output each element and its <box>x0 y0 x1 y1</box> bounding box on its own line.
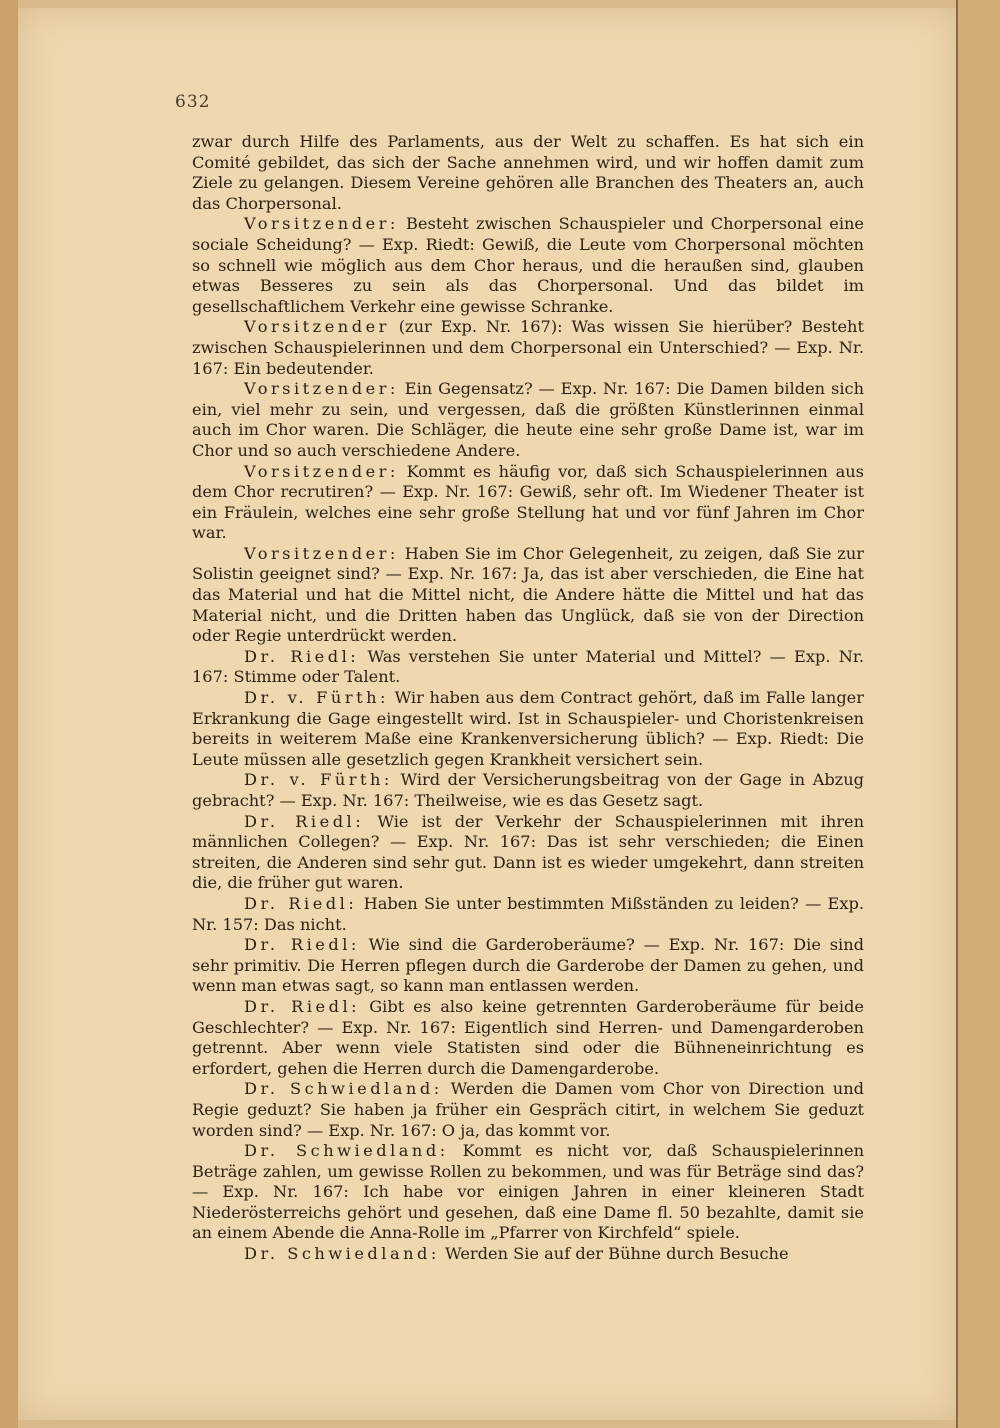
speaker-name: Dr. Schwiedland: <box>244 1141 449 1161</box>
paragraph <box>192 894 864 935</box>
paragraph <box>192 688 864 770</box>
body-text <box>192 132 864 1265</box>
paragraph-text: Besteht zwischen Schauspieler und Chorpersonal eine sociale Scheidung? — Exp. Riedt: Gewiß, die Leute vom Chorpersonal möchten so schnell wie möglich aus dem Chor heraus, und die heraußen sind, glauben etwas Besseres zu sein als das Chorpersonal. Und das bildet im gesellschaftlichem Verkehr eine gewisse Schranke. <box>192 214 864 316</box>
speaker-name: Dr. Schwiedland: <box>244 1079 443 1099</box>
paragraph-text: Wird der Versicherungsbeitrag von der Gage in Abzug gebracht? — Exp. Nr. 167: Theilweise, wie es das Gesetz sagt. <box>192 770 864 810</box>
paragraph-text: Gibt es also keine getrennten Garderoberäume für beide Geschlechter? — Exp. Nr. 167: Eigentlich sind Herren- und Damengarderoben getrennt. Aber wenn viele Statisten sind oder die Bühneneinrichtung es erfordert, gehen die Herren durch die Damengarderobe. <box>192 996 864 1078</box>
paragraph <box>192 935 864 997</box>
speaker-name: Dr. Riedl: <box>244 811 365 831</box>
paragraph-text: Kommt es nicht vor, daß Schauspielerinnen Beträge zahlen, um gewisse Rollen zu bekommen, und was für Beträge sind das? — Exp. Nr. 167: Ich habe vor einigen Jahren in einer kleineren Stadt Niederösterreichs gehört und gesehen, daß eine Dame fl. 50 bezahlte, damit sie an einem Abende die Anna-Rolle im „Pfarrer von Kirchfeld“ spiele. <box>192 1141 865 1243</box>
paragraph-text: Haben Sie unter bestimmten Mißständen zu leiden? — Exp. Nr. 157: Das nicht. <box>192 893 864 934</box>
paragraph-text: Wie sind die Garderoberäume? — Exp. Nr. 167: Die sind sehr primitiv. Die Herren pflegen durch die Garderobe der Damen zu gehen, und wenn man etwas sagt, so kann man entlassen werden. <box>192 935 864 996</box>
speaker-name: Dr. Riedl: <box>244 935 360 955</box>
speaker-name: Dr. Riedl: <box>244 996 361 1016</box>
speaker-name: Vorsitzender <box>244 317 390 337</box>
paragraph <box>192 544 864 647</box>
paragraph <box>192 770 864 811</box>
paragraph-text: zwar durch Hilfe des Parlaments, aus der Welt zu schaffen. Es hat sich ein Comité gebildet, das sich der Sache annehmen wird, und wir hoffen damit zum Ziele zu gelangen. Diesem Vereine gehören alle Branchen des Theaters an, auch das Chorpersonal. <box>192 132 864 213</box>
speaker-name: Dr. Riedl: <box>244 893 358 913</box>
page-right-edge <box>956 0 1000 1428</box>
paragraph <box>192 1244 864 1265</box>
paragraph <box>192 462 864 544</box>
paragraph <box>192 812 864 894</box>
paragraph-text: Was verstehen Sie unter Material und Mittel? — Exp. Nr. 167: Stimme oder Talent. <box>192 646 864 687</box>
page-number: 632 <box>175 92 211 112</box>
paragraph-text: Werden die Damen vom Chor von Direction und Regie geduzt? Sie haben ja früher ein Gespräch citirt, in welchem Sie geduzt worden sind? — Exp. Nr. 167: O ja, das kommt vor. <box>192 1079 864 1140</box>
paragraph-text: Werden Sie auf der Bühne durch Besuche <box>439 1244 789 1264</box>
speaker-name: Dr. v. Fürth: <box>244 688 389 708</box>
page-left-edge <box>0 0 18 1428</box>
speaker-name: Vorsitzender: <box>244 379 399 399</box>
speaker-name: Vorsitzender: <box>244 214 399 234</box>
speaker-name: Vorsitzender: <box>244 461 399 481</box>
paragraph <box>192 997 864 1079</box>
paragraph-text: Kommt es häufig vor, daß sich Schauspielerinnen aus dem Chor recrutiren? — Exp. Nr. 167: Gewiß, sehr oft. Im Wiedener Theater ist ein Fräulein, welches eine sehr große Stellung hat und vor fünf Jahren im Chor war. <box>192 461 864 543</box>
paragraph-text: Wie ist der Verkehr der Schauspielerinnen mit ihren männlichen Collegen? — Exp. Nr. 167: Das ist sehr verschieden; die Einen streiten, die Anderen sind sehr gut. Dann ist es wieder umgekehrt, dann streiten die, die früher gut waren. <box>192 811 864 893</box>
speaker-name: Dr. v. Fürth: <box>244 770 393 790</box>
paragraph <box>192 1079 864 1141</box>
paragraph <box>192 214 864 317</box>
paragraph <box>192 132 864 214</box>
paragraph <box>192 647 864 688</box>
paragraph-text: Ein Gegensatz? — Exp. Nr. 167: Die Damen bilden sich ein, viel mehr zu sein, und vergessen, daß die größten Künstlerinnen einmal auch im Chor waren. Die Schläger, die heute eine sehr große Dame ist, war im Chor und so auch verschiedene Andere. <box>192 379 864 460</box>
speaker-name: Dr. Riedl: <box>244 646 360 666</box>
paragraph-text: (zur Exp. Nr. 167): Was wissen Sie hierüber? Besteht zwischen Schauspielerinnen und dem Chorpersonal ein Unterschied? — Exp. Nr. 167: Ein bedeutender. <box>192 317 864 378</box>
paragraph <box>192 1141 864 1244</box>
paragraph <box>192 379 864 461</box>
paragraph-text: Wir haben aus dem Contract gehört, daß im Falle langer Erkrankung die Gage eingestellt wird. Ist in Schauspieler- und Choristenkreisen bereits in weiterem Maße eine Krankenversicherung üblich? — Exp. Riedt: Die Leute müssen alle gesetzlich gegen Krankheit versichert sein. <box>192 688 864 769</box>
speaker-name: Dr. Schwiedland: <box>244 1244 440 1264</box>
speaker-name: Vorsitzender: <box>244 543 399 563</box>
paragraph-text: Haben Sie im Chor Gelegenheit, zu zeigen, daß Sie zur Solistin geeignet sind? — Exp. Nr. 167: Ja, das ist aber verschieden, die Eine hat das Material und hat die Mittel nicht, die Andere hätte die Mittel und hat das Material nicht, und die Dritten haben das Unglück, daß sie von der Direction oder Regie unterdrückt werden. <box>192 543 864 646</box>
paragraph <box>192 317 864 379</box>
